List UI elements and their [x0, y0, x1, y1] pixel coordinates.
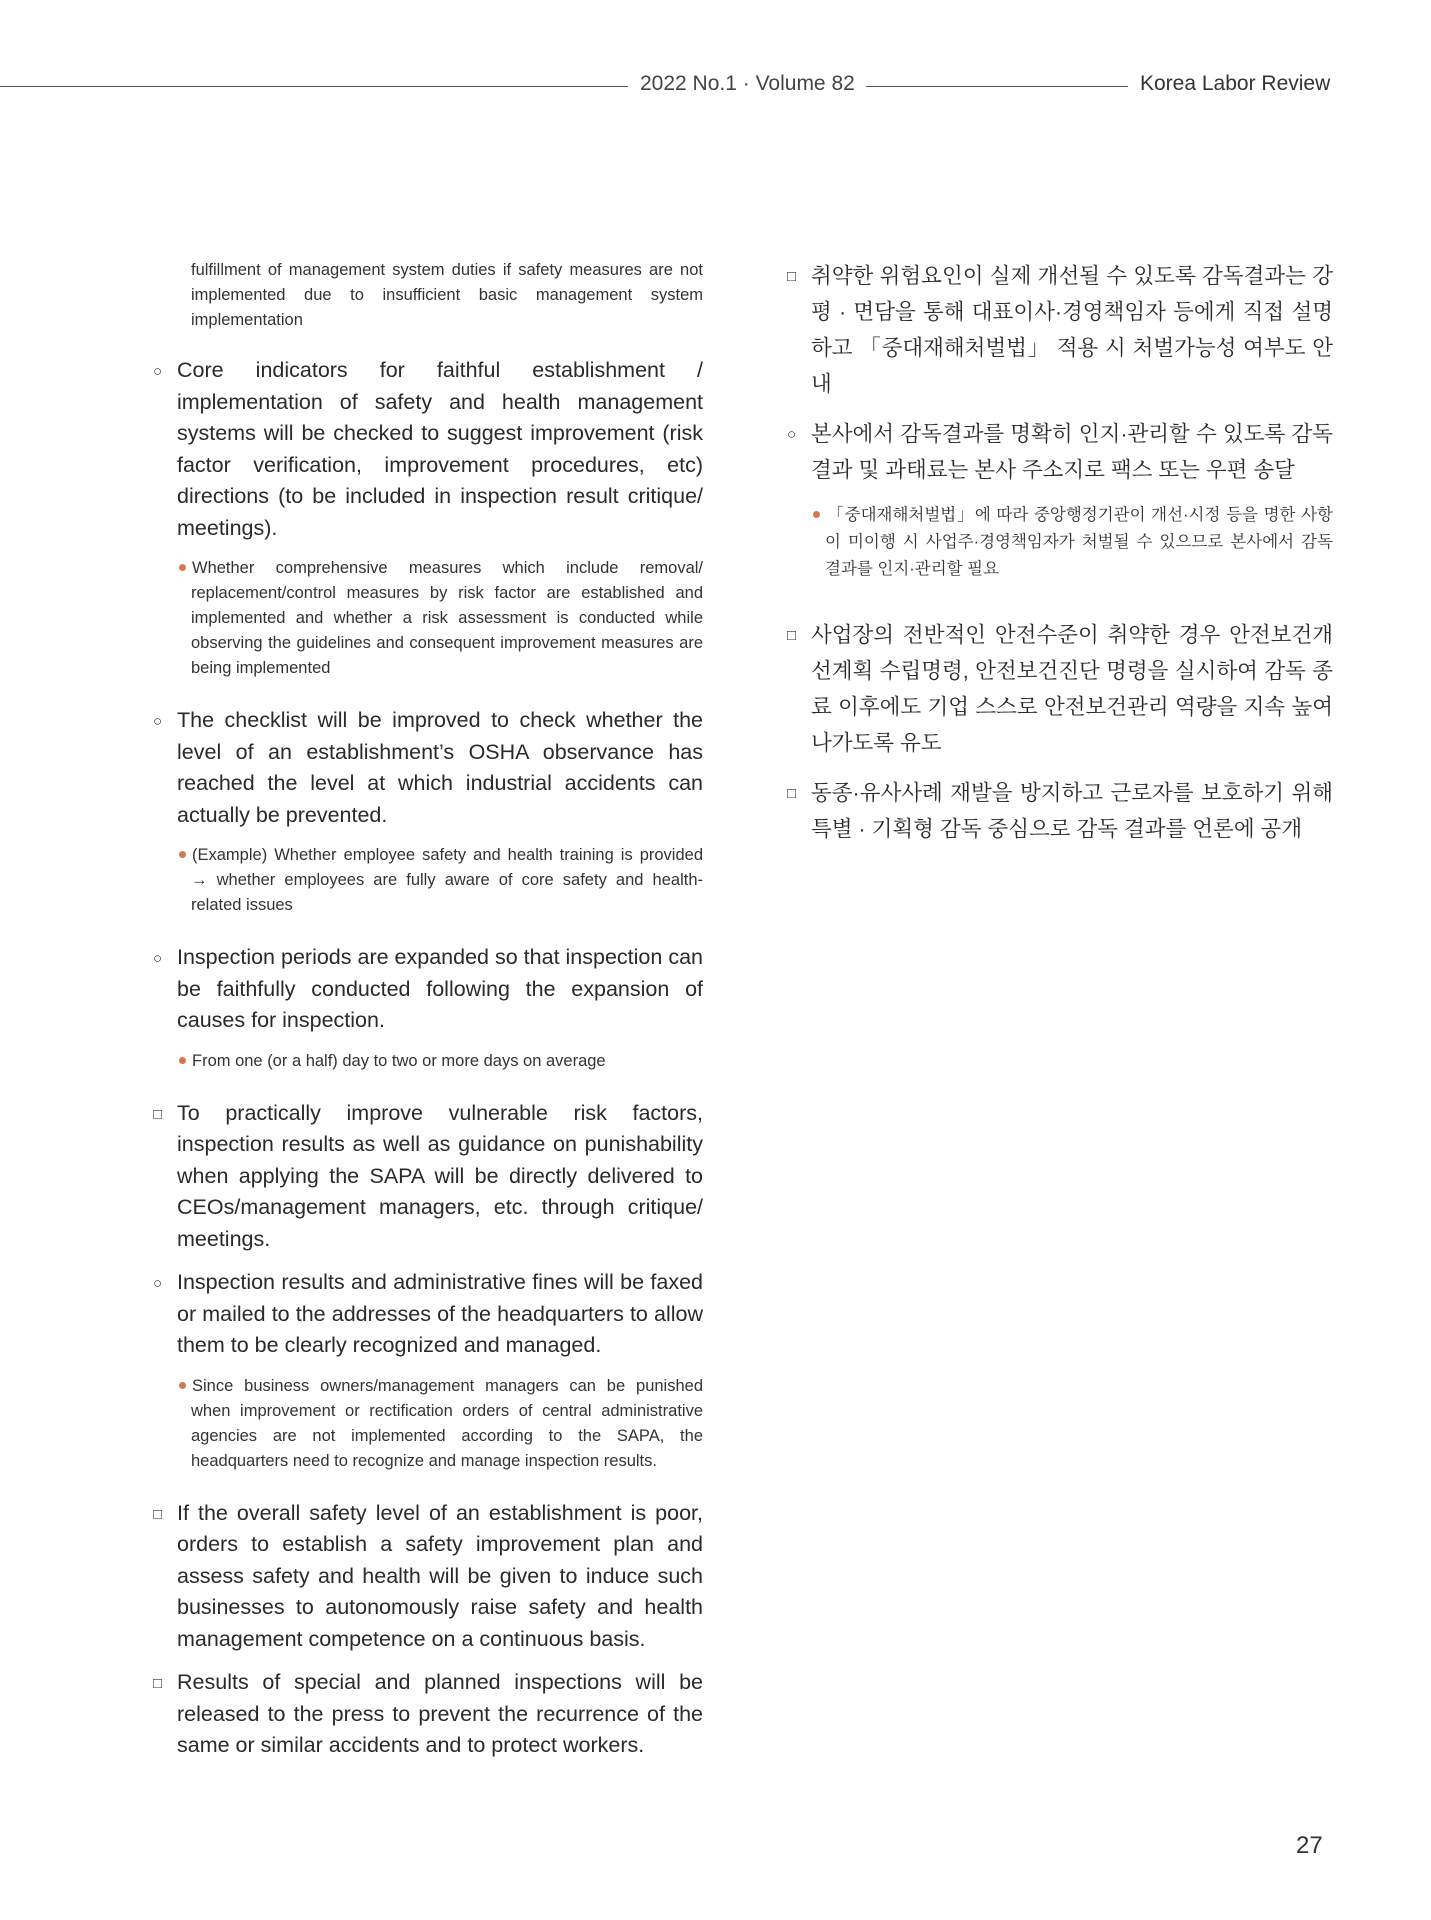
circle-bullet-icon: ○ [153, 1275, 163, 1292]
orange-dot-icon [179, 851, 186, 858]
item-ko-risk-factors [787, 258, 1333, 402]
page-number: 27 [1296, 1832, 1323, 1859]
header-rule-left [0, 86, 628, 87]
square-bullet-icon: □ [787, 627, 797, 644]
orange-dot-icon [179, 564, 186, 571]
continued-sub-point: fulfillment of management system duties if safety measures are not implemented due to insufficient basic management system implementation [191, 261, 703, 329]
item-text: To practically improve vulnerable risk factors, inspection results as well as guidance on punishability when applying the SAPA will be directly delivered to CEOs/management managers, etc. through critique/ meetings. [177, 1100, 703, 1251]
orange-dot-icon [179, 1057, 186, 1064]
item-text: Core indicators for faithful establishment / implementation of safety and health management systems will be checked to suggest improvement (risk factor verification, improvement procedures, etc) directions (to be included in inspection result critique/ meetings). [177, 358, 703, 540]
item-core-indicators [153, 355, 703, 544]
sub-point-text: (Example) Whether employee safety and health training is provided → whether employees are fully aware of core safety and health-related issues [191, 846, 703, 914]
orange-dot-icon [179, 1382, 186, 1389]
square-bullet-icon: □ [153, 1505, 163, 1523]
running-header [0, 72, 1431, 112]
item-safety-level [153, 1498, 703, 1656]
circle-bullet-icon: ○ [153, 363, 163, 380]
square-bullet-icon: □ [787, 268, 797, 285]
item-risk-factors [153, 1098, 703, 1256]
item-text: The checklist will be improved to check whether the level of an establishment’s OSHA observance has reached the level at which industrial accidents can actually be prevented. [177, 708, 703, 827]
square-bullet-icon: □ [153, 1675, 163, 1692]
item-text: 사업장의 전반적인 안전수준이 취약한 경우 안전보건개선계획 수립명령, 안전보건진단 명령을 실시하여 감독 종료 이후에도 기업 스스로 안전보건관리 역량을 지속 높여나가도록 유도 [811, 623, 1333, 755]
sub-point [191, 556, 703, 681]
issue-label: 2022 No.1 · Volume 82 [640, 72, 855, 95]
item-text: 본사에서 감독결과를 명확히 인지·관리할 수 있도록 감독결과 및 과태료는 본사 주소지로 팩스 또는 우편 송달 [811, 422, 1333, 482]
sub-point [191, 843, 703, 918]
sub-point [191, 1049, 703, 1074]
item-text: Inspection results and administrative fines will be faxed or mailed to the addresses of the headquarters to allow them to be clearly recognized and managed. [177, 1270, 703, 1357]
sub-point [825, 502, 1333, 583]
sub-point-text: Since business owners/management managers can be punished when improvement or rectification orders of central administrative agencies are not implemented according to the SAPA, the headquarters need to recognize and manage inspection results. [191, 1376, 703, 1470]
header-rule-middle [866, 86, 1128, 87]
item-ko-fines [787, 416, 1333, 488]
sub-point [191, 1374, 703, 1474]
sub-point-text: Whether comprehensive measures which include removal/ replacement/control measures by risk factor are established and implemented and whether a risk assessment is conducted while observing the guidelines and consequent improvement measures are being implemented [191, 559, 703, 677]
item-checklist [153, 705, 703, 831]
circle-bullet-icon: ○ [153, 950, 163, 967]
item-text: 취약한 위험요인이 실제 개선될 수 있도록 감독결과는 강평 · 면담을 통해 대표이사·경영책임자 등에게 직접 설명하고 「중대재해처벌법」 적용 시 처벌가능성 여부도 안내 [811, 264, 1333, 396]
sub-point-text: From one (or a half) day to two or more days on average [192, 1051, 606, 1070]
square-bullet-icon: □ [787, 785, 797, 802]
item-text: Results of special and planned inspections will be released to the press to prevent the recurrence of the same or similar accidents and to protect workers. [177, 1670, 703, 1757]
left-column [153, 258, 703, 1774]
item-text: Inspection periods are expanded so that inspection can be faithfully conducted following the expansion of causes for inspection. [177, 945, 703, 1032]
square-bullet-icon: □ [153, 1105, 163, 1123]
journal-title: Korea Labor Review [1140, 72, 1331, 95]
item-ko-press-release [787, 775, 1333, 847]
item-press-release [153, 1667, 703, 1762]
item-inspection-periods [153, 942, 703, 1037]
circle-bullet-icon: ○ [153, 713, 163, 730]
right-column [787, 258, 1333, 861]
item-ko-safety-level [787, 617, 1333, 761]
sub-point-text: 「중대재해처벌법」에 따라 중앙행정기관이 개선·시정 등을 명한 사항이 미이행 시 사업주·경영책임자가 처벌될 수 있으므로 본사에서 감독 결과를 인지·관리할 필요 [825, 506, 1333, 578]
item-fines [153, 1267, 703, 1362]
item-text: 동종·유사사례 재발을 방지하고 근로자를 보호하기 위해 특별 · 기획형 감독 중심으로 감독 결과를 언론에 공개 [811, 781, 1333, 841]
item-text: If the overall safety level of an establishment is poor, orders to establish a safety improvement plan and assess safety and health will be given to induce such businesses to autonomously raise safety and health management competence on a continuous basis. [177, 1500, 703, 1651]
circle-bullet-icon: ○ [787, 426, 797, 443]
orange-dot-icon [813, 511, 820, 518]
